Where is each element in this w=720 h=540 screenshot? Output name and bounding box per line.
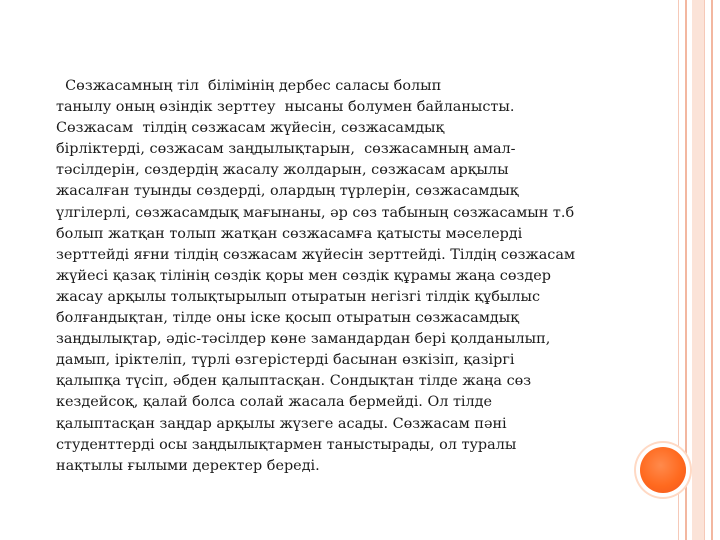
paragraph-line: заңдылықтар, әдіс-тәсілдер көне замандардан бері қолданылып, xyxy=(56,331,551,348)
paragraph-line: жүйесі қазақ тілінің сөздік қоры мен сөздік құрамы жаңа сөздер xyxy=(56,267,551,284)
paragraph-line: зерттейді яғни тілдің сөзжасам жүйесін зерттейді. Тілдің сөзжасам xyxy=(56,246,576,263)
paragraph-line: танылу оның өзіндік зерттеу нысаны болумен байланысты. xyxy=(56,99,515,116)
paragraph-line: бірліктерді, сөзжасам заңдылықтарын, сөзжасамның амал- xyxy=(56,141,516,158)
decorative-stripe xyxy=(711,0,713,540)
paragraph-line: нақтылы ғылыми деректер береді. xyxy=(56,457,320,474)
paragraph-line: болғандықтан, тілде оны іске қосып отыратын сөзжасамдық xyxy=(56,310,519,327)
body-paragraph xyxy=(56,76,656,477)
paragraph-line: кездейсоқ, қалай болса солай жасала бермейді. Ол тілде xyxy=(56,394,493,411)
paragraph-line: жасалған туынды сөздерді, олардың түрлерін, сөзжасамдық xyxy=(56,183,519,200)
decorative-stripe xyxy=(692,0,704,540)
paragraph-line: қалыптасқан заңдар арқылы жүзеге асады. Сөзжасам пәні xyxy=(56,415,507,432)
decorative-stripe xyxy=(685,0,687,540)
paragraph-line: дамып, іріктеліп, түрлі өзгерістерді басынан өзкізіп, қазіргі xyxy=(56,352,515,369)
paragraph-line: тәсілдерін, сөздердің жасалу жолдарын, сөзжасам арқылы xyxy=(56,162,509,179)
paragraph-line: студенттерді осы заңдылықтармен таныстырады, ол туралы xyxy=(56,436,517,453)
paragraph-line: қалыпқа түсіп, әбден қалыптасқан. Сондықтан тілде жаңа сөз xyxy=(56,373,532,390)
paragraph-line: болып жатқан толып жатқан сөзжасамға қатысты мәселерді xyxy=(56,225,523,242)
paragraph-line: Сөзжасам тілдің сөзжасам жүйесін, сөзжасамдық xyxy=(56,120,445,137)
decorative-stripe xyxy=(704,0,705,540)
paragraph-line: жасау арқылы толықтырылып отыратын негізгі тілдік құбылыс xyxy=(56,288,541,305)
paragraph-line: Сөзжасамның тіл білімінің дербес саласы болып xyxy=(56,78,442,94)
paragraph-line: үлгілерлі, сөзжасамдық мағынаны, әр сөз табының сөзжасамын т.б xyxy=(56,204,575,221)
